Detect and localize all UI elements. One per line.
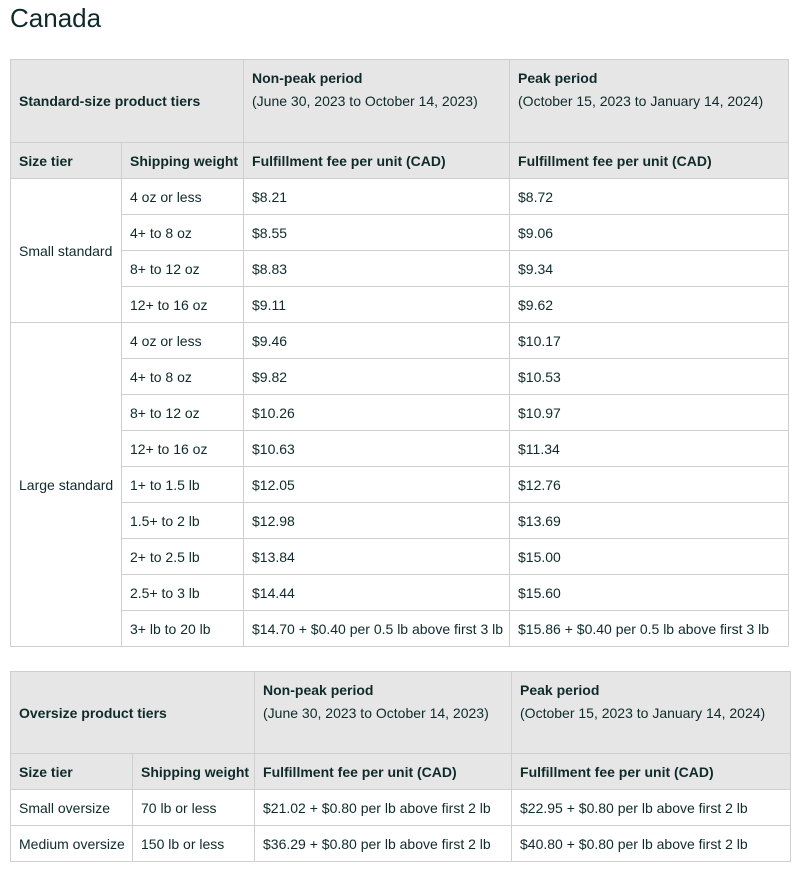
table-row [11,611,789,647]
nonpeak-fee-cell: $12.98 [244,503,510,539]
group-header: Standard-size product tiers [11,60,244,143]
shipping-weight-cell: 2+ to 2.5 lb [122,539,244,575]
column-header-nonpeak-fee: Fulfillment fee per unit (CAD) [255,754,512,790]
nonpeak-fee-cell: $9.82 [244,359,510,395]
column-header-nonpeak-fee: Fulfillment fee per unit (CAD) [244,143,510,179]
table-row [11,251,789,287]
page-title: Canada [10,3,102,33]
nonpeak-fee-cell: $8.83 [244,251,510,287]
shipping-weight-cell: 4 oz or less [122,323,244,359]
size-tier-cell: Small oversize [11,790,133,826]
shipping-weight-cell: 2.5+ to 3 lb [122,575,244,611]
table-row [11,575,789,611]
peak-fee-cell: $9.06 [510,215,789,251]
peak-fee-cell: $40.80 + $0.80 per lb above first 2 lb [512,826,791,862]
table-row [11,431,789,467]
nonpeak-fee-cell: $21.02 + $0.80 per lb above first 2 lb [255,790,512,826]
peak-fee-cell: $15.00 [510,539,789,575]
table-row [11,359,789,395]
peak-fee-cell: $8.72 [510,179,789,215]
size-tier-cell: Large standard [11,323,122,647]
shipping-weight-cell: 70 lb or less [133,790,255,826]
shipping-weight-cell: 3+ lb to 20 lb [122,611,244,647]
nonpeak-fee-cell: $9.46 [244,323,510,359]
shipping-weight-cell: 4 oz or less [122,179,244,215]
nonpeak-fee-cell: $10.63 [244,431,510,467]
table-row [11,179,789,215]
nonpeak-fee-cell: $8.55 [244,215,510,251]
standard-size-fee-table [10,59,789,647]
shipping-weight-cell: 8+ to 12 oz [122,395,244,431]
shipping-weight-cell: 8+ to 12 oz [122,251,244,287]
table-row [11,323,789,359]
peak-header: Peak period (October 15, 2023 to January 14, 2024) [510,60,789,143]
shipping-weight-cell: 4+ to 8 oz [122,215,244,251]
table-row [11,287,789,323]
nonpeak-header: Non-peak period (June 30, 2023 to October 14, 2023) [255,672,512,754]
peak-fee-cell: $15.60 [510,575,789,611]
shipping-weight-cell: 1.5+ to 2 lb [122,503,244,539]
nonpeak-header: Non-peak period (June 30, 2023 to October 14, 2023) [244,60,510,143]
column-header-peak-fee: Fulfillment fee per unit (CAD) [512,754,791,790]
table-row [11,467,789,503]
group-header: Oversize product tiers [11,672,255,754]
table-row [11,826,791,862]
peak-fee-cell: $11.34 [510,431,789,467]
peak-fee-cell: $10.17 [510,323,789,359]
nonpeak-fee-cell: $14.70 + $0.40 per 0.5 lb above first 3 lb [244,611,510,647]
peak-fee-cell: $9.62 [510,287,789,323]
table-row [11,395,789,431]
peak-fee-cell: $12.76 [510,467,789,503]
shipping-weight-cell: 1+ to 1.5 lb [122,467,244,503]
shipping-weight-cell: 12+ to 16 oz [122,431,244,467]
column-header-shipping-weight: Shipping weight [133,754,255,790]
nonpeak-fee-cell: $36.29 + $0.80 per lb above first 2 lb [255,826,512,862]
shipping-weight-cell: 150 lb or less [133,826,255,862]
nonpeak-fee-cell: $12.05 [244,467,510,503]
peak-fee-cell: $10.53 [510,359,789,395]
nonpeak-fee-cell: $9.11 [244,287,510,323]
oversize-fee-table [10,671,791,862]
peak-fee-cell: $13.69 [510,503,789,539]
peak-fee-cell: $9.34 [510,251,789,287]
column-header-peak-fee: Fulfillment fee per unit (CAD) [510,143,789,179]
table-row [11,215,789,251]
table-row [11,503,789,539]
peak-fee-cell: $10.97 [510,395,789,431]
column-header-size-tier: Size tier [11,143,122,179]
column-header-size-tier: Size tier [11,754,133,790]
peak-fee-cell: $15.86 + $0.40 per 0.5 lb above first 3 lb [510,611,789,647]
column-header-shipping-weight: Shipping weight [122,143,244,179]
peak-fee-cell: $22.95 + $0.80 per lb above first 2 lb [512,790,791,826]
nonpeak-fee-cell: $10.26 [244,395,510,431]
nonpeak-fee-cell: $8.21 [244,179,510,215]
peak-header: Peak period (October 15, 2023 to January 14, 2024) [512,672,791,754]
table-row [11,539,789,575]
size-tier-cell: Small standard [11,179,122,323]
shipping-weight-cell: 4+ to 8 oz [122,359,244,395]
table-row [11,790,791,826]
nonpeak-fee-cell: $14.44 [244,575,510,611]
nonpeak-fee-cell: $13.84 [244,539,510,575]
size-tier-cell: Medium oversize [11,826,133,862]
shipping-weight-cell: 12+ to 16 oz [122,287,244,323]
